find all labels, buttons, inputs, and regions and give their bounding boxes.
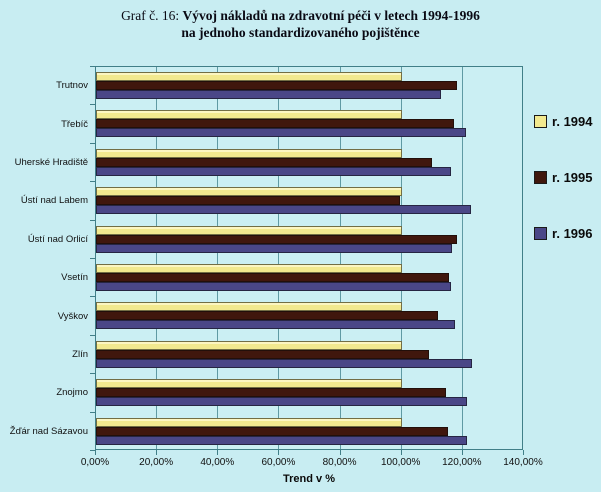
category-axis-tick — [90, 181, 95, 182]
category-label: Vyškov — [57, 310, 88, 322]
category-label: Žďár nad Sázavou — [9, 425, 88, 437]
category-label: Vsetín — [61, 272, 88, 284]
category-axis-tick — [90, 296, 95, 297]
bar-1995-Znojmo — [96, 388, 446, 397]
x-tick-label: 140,00% — [503, 457, 543, 468]
x-axis-tick — [462, 450, 463, 455]
legend-swatch-1995 — [534, 171, 547, 184]
category-axis-tick — [90, 258, 95, 259]
category-label: Trutnov — [56, 80, 88, 92]
category-label: Ústí nad Orlicí — [27, 233, 88, 245]
bar-1996-Uherské Hradiště — [96, 167, 451, 176]
bar-1996-Zlín — [96, 359, 472, 368]
bar-1995-Vyškov — [96, 311, 438, 320]
x-tick-label: 0,00% — [80, 457, 110, 468]
category-label: Znojmo — [56, 387, 88, 399]
x-axis-tick — [523, 450, 524, 455]
bar-1994-Třebíč — [96, 110, 402, 119]
x-axis-title: Trend v % — [283, 473, 335, 485]
bar-1996-Vsetín — [96, 282, 451, 291]
legend-item-1996 — [534, 226, 593, 241]
chart-title-text: Vývoj nákladů na zdravotní péči v letech 1994-1996 — [182, 8, 480, 23]
chart-number-label: Graf č. 16: — [121, 8, 180, 23]
bar-1996-Třebíč — [96, 128, 466, 137]
category-axis-tick — [90, 220, 95, 221]
x-tick-label: 40,00% — [200, 457, 235, 468]
x-tick-label: 120,00% — [442, 457, 482, 468]
bar-1996-Ústí nad Orlicí — [96, 244, 452, 253]
chart-title-line1 — [0, 7, 601, 24]
category-label: Uherské Hradiště — [14, 157, 88, 168]
bar-1994-Znojmo — [96, 379, 402, 388]
bar-1995-Uherské Hradiště — [96, 158, 432, 167]
x-tick-label: 100,00% — [380, 457, 421, 468]
bar-1996-Ústí nad Labem — [96, 205, 471, 214]
category-axis-tick — [90, 450, 95, 451]
legend-item-1995 — [534, 170, 593, 185]
bar-1995-Vsetín — [96, 273, 449, 282]
category-label: Třebíč — [61, 118, 88, 130]
legend-label: r. 1996 — [552, 226, 593, 241]
bar-1994-Ústí nad Labem — [96, 187, 402, 196]
bar-1994-Ústí nad Orlicí — [96, 226, 402, 235]
category-axis-tick — [90, 66, 95, 67]
bar-1994-Trutnov — [96, 72, 402, 81]
bar-1995-Trutnov — [96, 81, 457, 90]
bar-1995-Třebíč — [96, 119, 454, 128]
bar-1994-Zlín — [96, 341, 402, 350]
category-axis-tick — [90, 335, 95, 336]
x-tick-label: 80,00% — [322, 457, 357, 468]
chart-plot-area — [95, 66, 523, 450]
legend-label: r. 1995 — [552, 170, 593, 185]
category-axis-tick — [90, 104, 95, 105]
category-label: Ústí nad Labem — [20, 195, 88, 207]
bar-1996-Trutnov — [96, 90, 441, 99]
legend-swatch-1994 — [534, 115, 547, 128]
x-tick-label: 20,00% — [139, 457, 174, 468]
chart-title — [0, 7, 601, 41]
bar-1994-Vsetín — [96, 264, 402, 273]
legend-swatch-1996 — [534, 227, 547, 240]
bar-1996-Znojmo — [96, 397, 467, 406]
gridline-120 — [462, 67, 463, 449]
x-axis-tick — [401, 450, 402, 455]
bar-1994-Žďár nad Sázavou — [96, 418, 402, 427]
bar-1996-Vyškov — [96, 320, 455, 329]
legend-label: r. 1994 — [552, 114, 593, 129]
category-label: Zlín — [72, 349, 88, 360]
x-tick-label: 60,00% — [261, 457, 296, 468]
x-axis-tick — [217, 450, 218, 455]
bar-1995-Žďár nad Sázavou — [96, 427, 448, 436]
chart-title-line2: na jednoho standardizovaného pojištěnce — [181, 25, 420, 40]
bar-1995-Ústí nad Labem — [96, 196, 400, 205]
x-axis-tick — [340, 450, 341, 455]
category-axis-tick — [90, 373, 95, 374]
x-axis-tick — [156, 450, 157, 455]
bar-1994-Vyškov — [96, 302, 402, 311]
category-axis-tick — [90, 412, 95, 413]
category-axis-tick — [90, 143, 95, 144]
legend-item-1994 — [534, 114, 593, 129]
bar-1995-Zlín — [96, 350, 429, 359]
bar-1995-Ústí nad Orlicí — [96, 235, 457, 244]
bar-1996-Žďár nad Sázavou — [96, 436, 467, 445]
x-axis-tick — [95, 450, 96, 455]
x-axis-tick — [278, 450, 279, 455]
bar-1994-Uherské Hradiště — [96, 149, 402, 158]
